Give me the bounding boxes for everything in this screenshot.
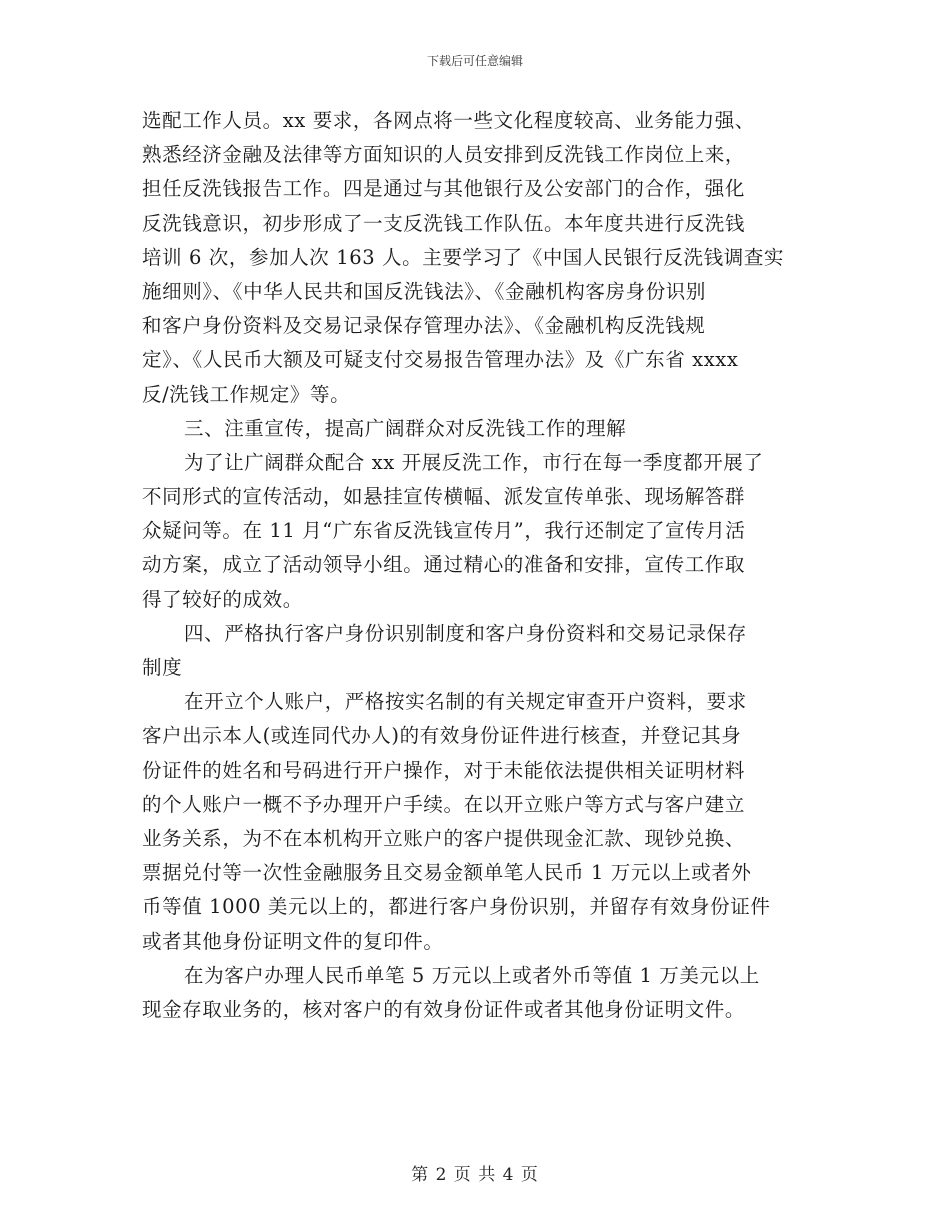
text-line: 份证件的姓名和号码进行开户操作，对于未能依法提供相关证明材料 [142,758,746,782]
text-line: 或者其他身份证明文件的复印件。 [142,929,444,953]
text-line: 众疑问等。在 11 月“广东省反洗钱宣传月”，我行还制定了宣传月活 [142,519,746,543]
text-line: 币等值 1000 美元以上的，都进行客户身份识别，并留存有效身份证件 [142,895,771,919]
text-line: 制度 [142,656,183,679]
text-line: 得了较好的成效。 [142,587,303,611]
text-line: 三、注重宣传，提高广阔群众对反洗钱工作的理解 [184,416,627,440]
document-body [142,104,812,1027]
text-line: 票据兑付等一次性金融服务且交易金额单笔人民币 1 万元以上或者外 [142,861,752,885]
text-line: 培训 6 次，参加人次 163 人。主要学习了《中国人民银行反洗钱调查实 [142,245,785,269]
text-line: 现金存取业务的，核对客户的有效身份证件或者其他身份证明文件。 [142,997,746,1021]
text-line: 反洗钱意识，初步形成了一支反洗钱工作队伍。本年度共进行反洗钱 [142,211,746,235]
text-line: 和客户身份资料及交易记录保存管理办法》、《金融机构反洗钱规 [142,314,706,338]
text-line: 定》、《人民币大额及可疑支付交易报告管理办法》及《广东省 xxxx [142,348,739,372]
text-line: 为了让广阔群众配合 xx 开展反洗工作，市行在每一季度都开展了 [184,450,764,474]
page-footer: 第 2 页 共 4 页 [411,1165,539,1185]
text-line: 熟悉经济金融及法律等方面知识的人员安排到反洗钱工作岗位上来， [142,143,746,167]
text-line: 反/洗钱工作规定》等。 [142,382,351,406]
page-header: 下载后可任意编辑 [426,54,523,68]
text-line: 在开立个人账户，严格按实名制的有关规定审查开户资料，要求 [184,690,747,714]
text-line: 的个人账户一概不予办理开户手续。在以开立账户等方式与客户建立 [142,792,746,816]
text-line: 客户出示本人(或连同代办人)的有效身份证件进行核查，并登记其身 [142,724,742,748]
text-line: 选配工作人员。xx 要求，各网点将一些文化程度较高、业务能力强、 [142,109,755,132]
text-line: 担任反洗钱报告工作。四是通过与其他银行及公安部门的合作，强化 [142,177,746,201]
text-line: 在为客户办理人民币单笔 5 万元以上或者外币等值 1 万美元以上 [184,963,760,987]
text-line: 不同形式的宣传活动，如悬挂宣传横幅、派发宣传单张、现场解答群 [142,485,746,509]
text-line: 动方案，成立了活动领导小组。通过精心的准备和安排，宣传工作取 [142,553,746,577]
text-line: 业务关系，为不在本机构开立账户的客户提供现金汇款、现钞兑换、 [142,826,746,850]
text-line: 四、严格执行客户身份识别制度和客户身份资料和交易记录保存 [184,621,747,645]
text-line: 施细则》、《中华人民共和国反洗钱法》、《金融机构客房身份识别 [142,279,707,303]
